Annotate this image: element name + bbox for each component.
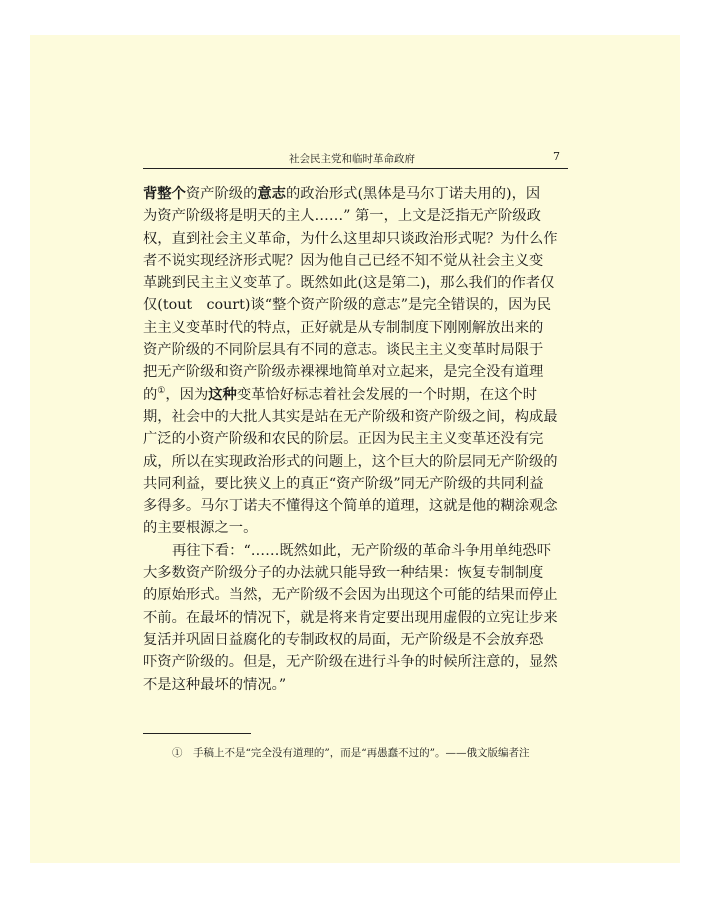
text-line: 多得多。马尔丁诺夫不懂得这个简单的道理，这就是他的糊涂观念 xyxy=(143,498,558,515)
text-line: 主主义变革时代的特点，正好就是从专制制度下刚刚解放出来的 xyxy=(143,319,544,336)
text-line: 的原始形式。当然，无产阶级不会因为出现这个可能的结果而停止 xyxy=(143,587,558,604)
body-text xyxy=(143,183,573,696)
footnote: ① 手稿上不是“完全没有道理的”，而是“再愚蠢不过的”。——俄文版编者注 xyxy=(172,747,530,759)
text-line: 权，直到社会主义革命，为什么这里却只谈政治形式呢？为什么作 xyxy=(143,230,558,247)
text-line: 吓资产阶级的。但是，无产阶级在进行斗争的时候所注意的，显然 xyxy=(143,654,558,671)
paragraph-2 xyxy=(143,540,573,696)
text-line: 不是这种最坏的情况。” xyxy=(143,676,287,693)
bold-text: 这种 xyxy=(208,386,237,403)
text-line: 再往下看：“……既然如此，无产阶级的革命斗争用单纯恐吓 xyxy=(172,542,552,559)
paragraph-1 xyxy=(143,183,573,540)
text-line: 为资产阶级将是明天的主人……” 第一，上文是泛指无产阶级政 xyxy=(143,208,541,225)
header-rule xyxy=(143,168,568,169)
text-line: 的①，因为这种变革恰好标志着社会发展的一个时期，在这个时 xyxy=(143,385,538,403)
page-number: 7 xyxy=(553,150,560,163)
bold-text: 背整个 xyxy=(143,186,186,202)
text-line: 复活并巩固日益腐化的专制政权的局面，无产阶级是不会放弃恐 xyxy=(143,631,544,648)
text-line: 大多数资产阶级分子的办法就只能导致一种结果：恢复专制制度 xyxy=(143,565,544,582)
text-line: 共同利益，要比狭义上的真正“资产阶级”同无产阶级的共同利益 xyxy=(143,475,544,492)
text-line: 成，所以在实现政治形式的问题上，这个巨大的阶层同无产阶级的 xyxy=(143,453,558,470)
text-line: 期，社会中的大批人其实是站在无产阶级和资产阶级之间，构成最 xyxy=(143,408,558,425)
text-line: 广泛的小资产阶级和农民的阶层。正因为民主主义变革还没有完 xyxy=(143,431,544,448)
text-line: 的主要根源之一。 xyxy=(143,520,258,537)
running-title: 社会民主党和临时革命政府 xyxy=(289,153,415,165)
footnote-marker[interactable]: ① xyxy=(157,385,166,396)
text-line: 背整个资产阶级的意志的政治形式(黑体是马尔丁诺夫用的)，因 xyxy=(143,186,541,202)
text-line: 不前。在最坏的情况下，就是将来肯定要出现用虚假的立宪让步来 xyxy=(143,609,558,626)
text-line: 资产阶级的不同阶层具有不同的意志。谈民主主义变革时局限于 xyxy=(143,342,544,359)
running-header xyxy=(143,148,568,168)
text-line: 革跳到民主主义变革了。既然如此(这是第二)，那么我们的作者仅 xyxy=(143,275,555,292)
bold-text: 意志 xyxy=(257,186,286,202)
text-line: 者不说实现经济形式呢？因为他自己已经不知不觉从社会主义变 xyxy=(143,252,544,269)
footnote-rule xyxy=(143,733,251,734)
text-line: 把无产阶级和资产阶级赤裸裸地简单对立起来，是完全没有道理 xyxy=(143,364,544,381)
text-line: 仅(tout court)谈“整个资产阶级的意志”是完全错误的，因为民 xyxy=(143,297,552,314)
